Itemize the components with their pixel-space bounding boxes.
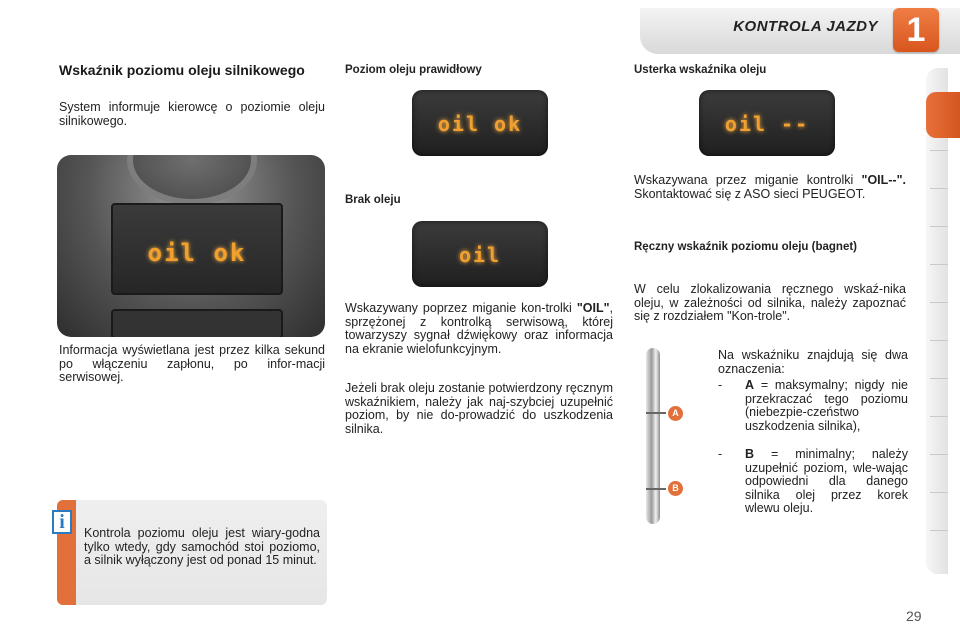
tab-divider: [930, 150, 948, 151]
text-run: Wskazywana przez miganie kontrolki: [634, 173, 862, 187]
chapter-tab-active[interactable]: [926, 92, 960, 138]
oil-level-title: Wskaźnik poziomu oleju silnikowego: [59, 62, 305, 78]
display-text: oil ok: [147, 239, 247, 267]
tab-divider: [930, 264, 948, 265]
dashboard-display: [111, 203, 283, 295]
bullet-dash: -: [718, 378, 723, 392]
no-oil-warning-paragraph: Jeżeli brak oleju zostanie potwierdzony ręcznym wskaźnikiem, należy jak naj-szybciej uzupełnić poziom, by nie do-prowadzić do uszkodzenia silnika.: [345, 381, 613, 436]
item-b-letter: B: [745, 447, 755, 461]
tab-divider: [930, 530, 948, 531]
dipstick-intro: Na wskaźniku znajdują się dwa oznaczenia:: [718, 348, 908, 376]
dashboard-lower-display: [111, 309, 283, 337]
tab-divider: [930, 340, 948, 341]
dipstick-paragraph: W celu zlokalizowania ręcznego wskaź-nika oleju, w zależności od silnika, należy zapoznać się z rozdziałem "Kon-trole".: [634, 282, 906, 323]
oil-label-bold: "OIL": [576, 301, 610, 315]
tab-divider: [930, 188, 948, 189]
marker-a: A: [668, 406, 683, 421]
no-oil-display: [412, 221, 548, 287]
oil-dash-label-bold: "OIL--".: [861, 173, 906, 187]
gauge-ring: [127, 155, 257, 205]
chapter-tab-rail: [926, 68, 948, 574]
oil-ok-display: [412, 90, 548, 156]
oil-ok-heading: Poziom oleju prawidłowy: [345, 64, 482, 76]
text-run: , sprzężonej z kontrolką serwisową, której towarzyszy sygnał dźwiękowy oraz informacja na ekranie wielofunkcyjnym.: [345, 301, 613, 356]
sensor-fault-heading: Usterka wskaźnika oleju: [634, 64, 767, 76]
instrument-panel-photo: [57, 155, 325, 337]
dipstick-mark-a-line: [646, 412, 666, 414]
item-a-letter: A: [745, 378, 755, 392]
sensor-fault-paragraph: [634, 174, 906, 201]
text-run: = maksymalny; nigdy nie przekraczać tego poziomu (niebezpie-czeństwo uszkodzenia silnika),: [745, 378, 908, 433]
marker-b: B: [668, 481, 683, 496]
sensor-fault-display-text: oil --: [724, 112, 810, 136]
dipstick-heading: Ręczny wskaźnik poziomu oleju (bagnet): [634, 241, 858, 253]
intro-paragraph: System informuje kierowcę o poziomie oleju silnikowego.: [59, 100, 325, 128]
dipstick-item-b-text: [745, 448, 908, 516]
section-title: KONTROLA JAZDY: [733, 18, 878, 35]
tab-divider: [930, 302, 948, 303]
tab-divider: [930, 416, 948, 417]
no-oil-paragraph: [345, 302, 613, 356]
no-oil-display-text: oil: [458, 243, 502, 267]
page-number: 29: [906, 608, 922, 624]
oil-ok-display-text: oil ok: [437, 112, 523, 136]
chapter-badge: 1: [893, 8, 939, 52]
tab-divider: [930, 492, 948, 493]
text-run: Skontaktować się z ASO sieci PEUGEOT.: [634, 186, 866, 201]
bullet-dash: -: [718, 447, 723, 461]
sensor-fault-display: [699, 90, 835, 156]
info-icon: i: [52, 510, 72, 534]
dipstick-mark-b-line: [646, 488, 666, 490]
tab-divider: [930, 454, 948, 455]
dipstick-item-a-text: [745, 379, 908, 433]
info-text: Kontrola poziomu oleju jest wiary-godna tylko wtedy, gdy samochód stoi poziomo, a silnik wyłączony jest od ponad 15 minut.: [84, 526, 320, 567]
display-info-paragraph: Informacja wyświetlana jest przez kilka sekund po włączeniu zapłonu, po infor-macji serwisowej.: [59, 343, 325, 384]
text-run: Wskazywany poprzez miganie kon-trolki: [345, 301, 577, 315]
tab-divider: [930, 226, 948, 227]
tab-divider: [930, 378, 948, 379]
dipstick-illustration: [646, 348, 660, 524]
text-run: = minimalny; należy uzupełnić poziom, wle-wając odpowiedni dla danego silnika olej przez korek wlewu oleju.: [745, 447, 908, 515]
no-oil-heading: Brak oleju: [345, 194, 401, 206]
